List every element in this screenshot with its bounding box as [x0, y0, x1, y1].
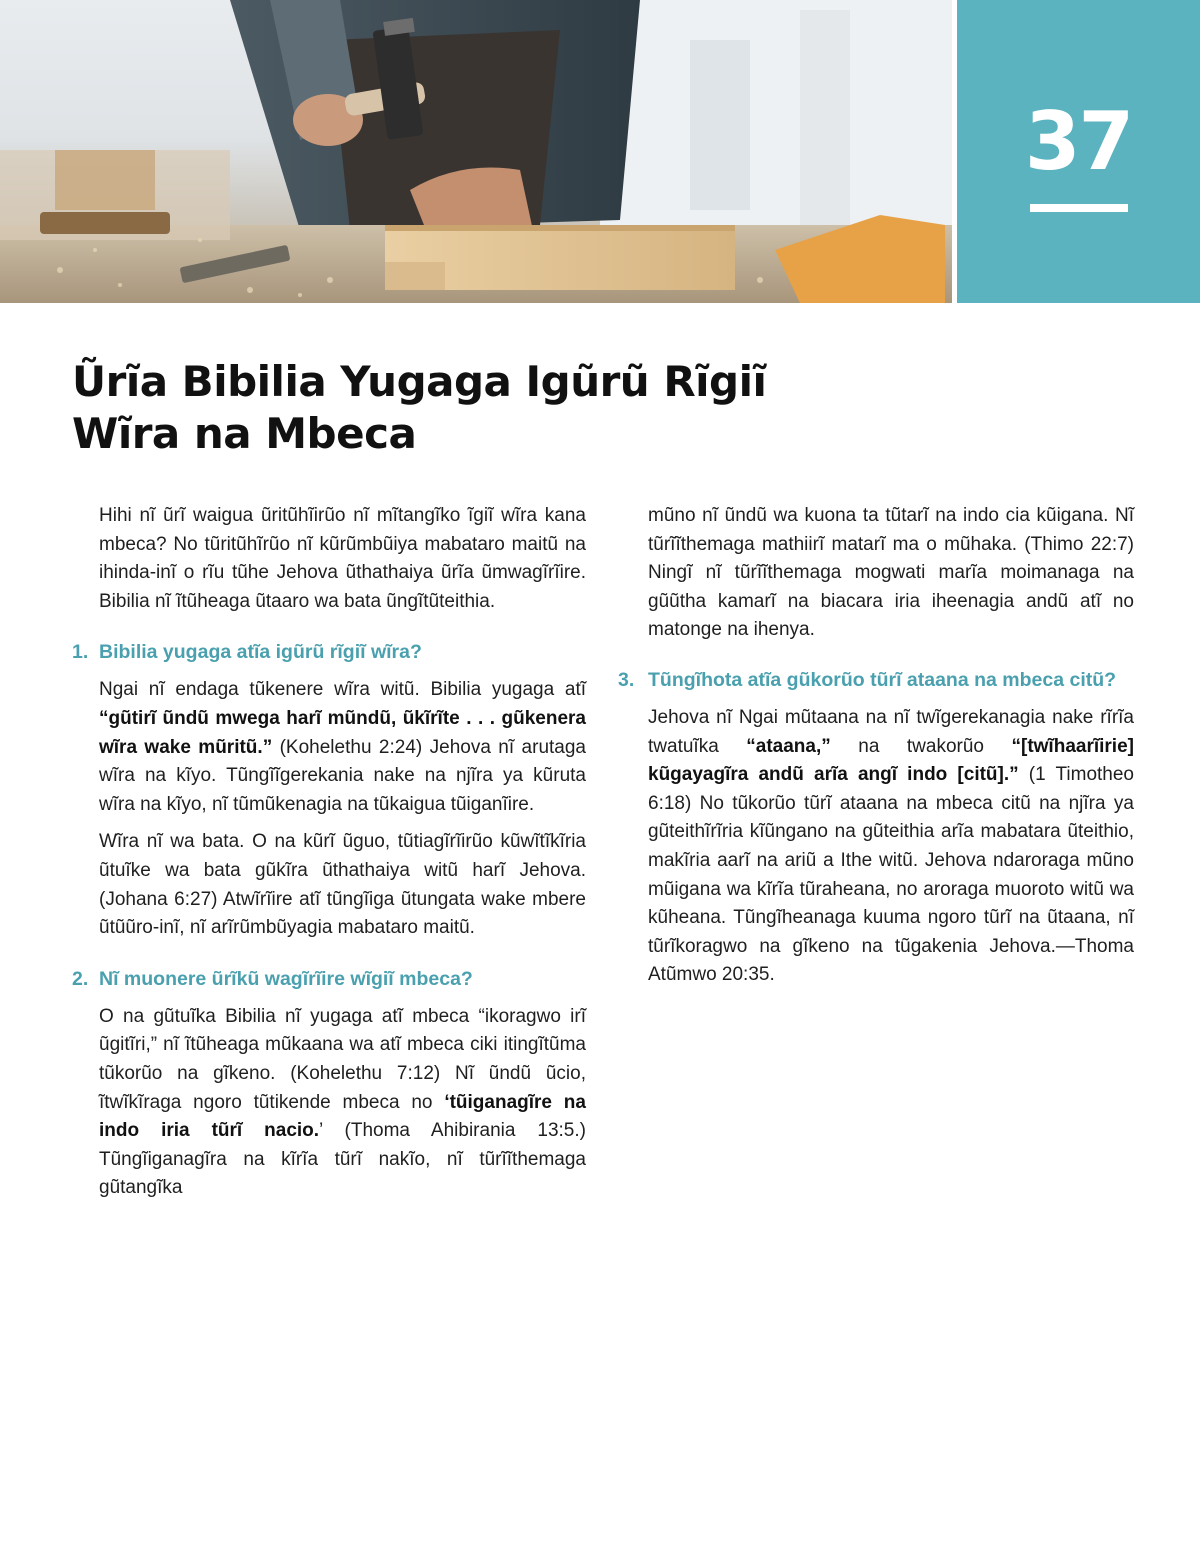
section-3-heading-text: Tũngĩhota atĩa gũkorũo tũrĩ ataana na mbeca citũ?	[648, 668, 1117, 691]
title-line-1: Ũrĩa Bibilia Yugaga Igũrũ Rĩgiĩ	[72, 357, 767, 406]
bold-quote: “[twĩhaarĩirie] kũgayagĩra andũ arĩa angĩ indo [citũ].”	[648, 735, 1134, 786]
section-2-heading	[72, 965, 586, 993]
page-title	[72, 356, 872, 460]
section-1-paragraph-1	[72, 676, 586, 819]
text-run: Jehova nĩ Ngai mũtaana na nĩ twĩgerekanagia nake rĩrĩa twatuĩka	[648, 706, 1134, 757]
text-run: na twakorũo	[830, 735, 1012, 757]
section-2-paragraph-continued: mũno nĩ ũndũ wa kuona ta tũtarĩ na indo cia kũigana. Nĩ tũrĩĩthemaga mathiirĩ matarĩ ma o mũhaka. (Thimo 22:7) Ningĩ nĩ tũrĩĩthemaga mogwati marĩa moimanaga na gũũtha kamarĩ na biacara iria iheenagia andũ atĩ no matonge na ihenya.	[648, 505, 1134, 641]
section-1-number: 1.	[72, 641, 89, 664]
text-run: (1 Timotheo 6:18) No tũkorũo tũrĩ ataana na mbeca citũ na njĩra ya gũteithĩrĩria kĩũngano na gũteithia arĩa mabatara ũteithio, makĩria aarĩ na ariũ a Ithe witũ. Jehova ndaroraga mũno mũigana wa kĩrĩa tũraheana, no aroraga muoroto witũ wa kũheana. Tũngĩheanaga kuuma ngoro tũrĩ na ũtaana, nĩ tũrĩkoragwo na gĩkeno na tũgakenia Jehova.—Thoma Atũmwo 20:35.	[648, 764, 1134, 986]
text-run: ’ (Thoma Ahibirania 13:5.) Tũngĩiganagĩra na kĩrĩa tũrĩ nakĩo, nĩ tũrĩĩthemaga gũtangĩka	[99, 1120, 586, 1199]
left-column	[72, 502, 586, 1212]
carpenter-hammering-image	[0, 0, 952, 303]
chapter-badge	[957, 0, 1200, 303]
text-run: (Kohelethu 2:24) Jehova nĩ arutaga wĩra na kĩyo. Tũngĩĩgerekania nake na njĩra ya kũruta wĩra na kĩyo, nĩ tũmũkenagia na tũkaigua tũiganĩire.	[99, 736, 586, 815]
section-1-paragraph-2: Wĩra nĩ wa bata. O na kũrĩ ũguo, tũtiagĩrĩirũo kũwĩtĩkĩria ũtuĩke wa bata gũkĩra ũthathaiya witũ harĩ Jehova. (Johana 6:27) Atwĩrĩire atĩ tũngĩiga ũtungata wake mbere ũtũũro-inĩ, nĩ arĩrũmbũyagia mabataro maitũ.	[99, 831, 586, 939]
section-3-paragraph-1	[618, 704, 1134, 990]
title-line-2: Wĩra na Mbeca	[72, 409, 417, 458]
section-2-paragraph-1	[72, 1003, 586, 1203]
right-column	[618, 502, 1134, 999]
chapter-underline	[1030, 204, 1128, 212]
intro-paragraph: Hihi nĩ ũrĩ waigua ũritũhĩirũo nĩ mĩtangĩko ĩgiĩ wĩra kana mbeca? No tũritũhĩrũo nĩ kũrũmbũiya mabataro maitũ na ihinda-inĩ o rĩu tũhe Jehova ũthathaiya ũrĩa ũmwagĩrĩire. Bibilia nĩ ĩtũheaga ũtaaro wa bata ũngĩtũteithia.	[99, 505, 586, 612]
section-3-heading	[618, 666, 1134, 694]
text-run: O na gũtuĩka Bibilia nĩ yugaga atĩ mbeca “ikoragwo irĩ ũgitĩri,” nĩ ĩtũheaga mũkaana wa atĩ mbeca ciki itingĩtũma tũkorũo na gĩkeno. (Kohelethu 7:12) Nĩ ũndũ ũcio, ĩtwĩkĩraga ngoro tũtikende mbeca no	[99, 1005, 586, 1113]
bold-quote: ‘tũiganagĩre na indo iria tũrĩ nacio.	[99, 1091, 586, 1142]
section-1-heading-text: Bibilia yugaga atĩa igũrũ rĩgiĩ wĩra?	[99, 641, 422, 664]
header-photo	[0, 0, 952, 303]
section-2-number: 2.	[72, 967, 89, 990]
text-run: Ngai nĩ endaga tũkenere wĩra witũ. Bibilia yugaga atĩ	[99, 679, 586, 701]
section-1-heading	[72, 638, 586, 666]
section-3-number: 3.	[618, 668, 635, 691]
bold-quote: “gũtirĩ ũndũ mwega harĩ mũndũ, ũkĩrĩte . . . gũkenera wĩra wake mũritũ.”	[99, 707, 586, 758]
chapter-number: 37	[1024, 95, 1133, 188]
bold-quote: “ataana,”	[746, 735, 831, 757]
section-2-heading-text: Nĩ muonere ũrĩkũ wagĩrĩire wĩgiĩ mbeca?	[99, 967, 473, 990]
